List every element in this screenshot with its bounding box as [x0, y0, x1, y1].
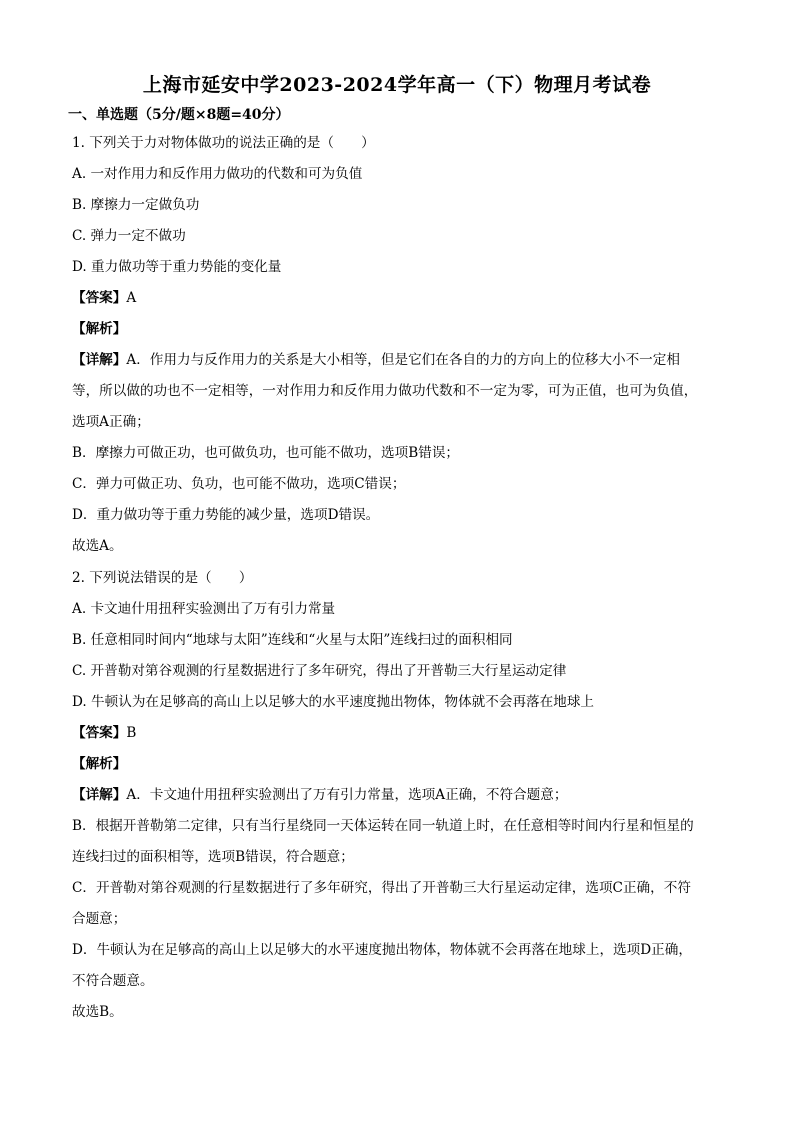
answer-tag: 【答案】: [72, 290, 127, 306]
detail-text: A．作用力与反作用力的关系是大小相等，但是它们在各自的力的方向上的位移大小不一定相: [126, 352, 680, 368]
question-1-option-c: C. 弹力一定不做功: [72, 228, 186, 244]
answer-value: A: [126, 290, 137, 306]
question-2-option-d: D. 牛顿认为在足够高的高山上以足够大的水平速度抛出物体，物体就不会再落在地球上: [72, 694, 595, 710]
detail-text: A．卡文迪什用扭秤实验测出了万有引力常量，选项A正确，不符合题意；: [126, 787, 568, 803]
question-2-detail-line: D．牛顿认为在足够高的高山上以足够大的水平速度抛出物体，物体就不会再落在地球上，选项D正确，: [72, 942, 692, 958]
question-1-detail-line: C．弹力可做正功、负功，也可能不做功，选项C错误；: [72, 476, 406, 492]
question-2-detail-line: 合题意；: [72, 911, 127, 927]
answer-tag: 【答案】: [72, 725, 127, 741]
question-2-analysis-tag: 【解析】: [72, 756, 127, 772]
question-2-detail-line: 连线扫过的面积相等，选项B错误，符合题意；: [72, 849, 354, 865]
question-2-detail-line: C．开普勒对第谷观测的行星数据进行了多年研究，得出了开普勒三大行星运动定律，选项C正确，不符: [72, 880, 691, 896]
question-2-option-a: A. 卡文迪什用扭秤实验测出了万有引力常量: [72, 601, 336, 617]
question-1-conclusion: 故选A。: [72, 538, 123, 554]
question-1-detail-line: D．重力做功等于重力势能的减少量，选项D错误。: [72, 507, 380, 523]
question-2-option-c: C. 开普勒对第谷观测的行星数据进行了多年研究，得出了开普勒三大行星运动定律: [72, 663, 567, 679]
question-1-detail-line: 选项A正确；: [72, 414, 150, 430]
question-1-answer: [72, 289, 722, 307]
page-title: 上海市延安中学2023-2024学年高一（下）物理月考试卷: [142, 74, 652, 96]
detail-tag: 【详解】: [72, 352, 127, 368]
question-1-analysis-tag: 【解析】: [72, 321, 127, 337]
question-1-detail-line: B．摩擦力可做正功，也可做负功，也可能不做功，选项B错误；: [72, 445, 460, 461]
answer-value: B: [126, 725, 137, 741]
question-2-conclusion: 故选B。: [72, 1004, 123, 1020]
question-2-answer: [72, 724, 722, 742]
question-1-stem: 1. 下列关于力对物体做功的说法正确的是（ ）: [72, 135, 375, 151]
question-1-option-d: D. 重力做功等于重力势能的变化量: [72, 259, 282, 275]
question-1-option-a: A. 一对作用力和反作用力做功的代数和可为负值: [72, 166, 363, 182]
section-heading: 一、单选题（5分/题×8题=40分）: [68, 107, 290, 123]
question-2-option-b: B. 任意相同时间内“地球与太阳”连线和“火星与太阳”连线扫过的面积相同: [72, 632, 513, 648]
question-1-option-b: B. 摩擦力一定做负功: [72, 197, 200, 213]
detail-tag: 【详解】: [72, 787, 127, 803]
question-1-detail-line: 等，所以做的功也不一定相等，一对作用力和反作用力做功代数和不一定为零，可为正值，也可为负值，: [72, 383, 698, 399]
question-2-detail-line: 不符合题意。: [72, 973, 154, 989]
question-1-detail-line: [72, 351, 722, 369]
question-2-detail-line: [72, 786, 722, 804]
question-2-stem: 2. 下列说法错误的是（ ）: [72, 570, 253, 586]
question-2-detail-line: B．根据开普勒第二定律，只有当行星绕同一天体运转在同一轨道上时，在任意相等时间内行星和恒星的: [72, 818, 694, 834]
